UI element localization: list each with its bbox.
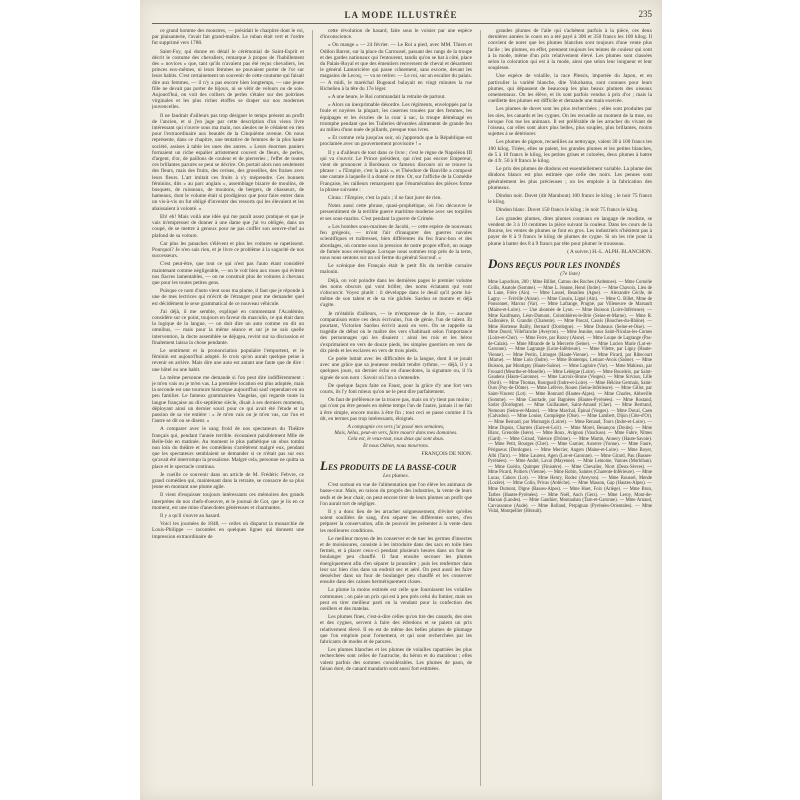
running-title: LA MODE ILLUSTRÉE: [344, 10, 458, 20]
paragraph: Le meilleur moyen de les conserver et de tuer les germes d'insectes et de moisissures, consiste à les introduire dans des sacs en toile bien fermés, et à placer ceux-ci pendant plusieurs heures dans un four de boulanger peu chauffé. Il faut ensuite secouer les plumes énergiquement afin d'en séparer la poussière ; puis les renfermer dans leur sac bien clos dans un endroit sec et aéré. On peut aussi les faire dessécher dans un four de boulanger peu chauffé et les conserver ensuite dans des caisses hermétiquement closes.: [320, 535, 472, 586]
paragraph: Eh! eh! Mais voilà une idée qui me paraît assez pratique et que je vais m'empresser de donner à une dame que j'ai vu obligée, dans un coupé, de se mettre à genoux pour ne pas coiffer son oeuvre-chef au plafond de sa voiture.: [152, 213, 304, 239]
paragraph: « Et comme cela jusqu'au soir, où j'apprends que la République est proclamée avec un gouvernement provisoire ! »: [320, 135, 472, 148]
column-2-article: [320, 28, 472, 422]
column-3: [488, 28, 652, 790]
column-3-article: [488, 28, 652, 247]
section-subtitle: Les plumes.: [383, 473, 409, 479]
paragraph: grandes plumes de l'aile qui s'achètent parfois à la pièce, ces deux dernières années le cours en a été payé à 300 et 350 francs les 100 kilog. Il convient de noter que les plumes blanches sont toujours d'une vente plus facile ; les plumes, en effet, prennent toujours les teintes de couleur qui sont à la mode, même d'un prix relativement élevé. Les plumes sont classées selon la coloration qui est à la mode, ainsi que selon leur longueur et leur souplesse.: [488, 28, 652, 72]
paragraph: Dindon blanc. Duvet 150 francs le kilog ; le noir 75 francs le kilog.: [496, 207, 639, 214]
paragraph: De quelque façon faite on Faust, pour la grâce d'y une fort vers courts, ils l'y font mieux qu'on ne le peut dire parfaitement.: [320, 382, 472, 395]
paragraph: Notez aussi cette phrase, quasi-prophétique, où l'on découvre le pressentiment de la terrible guerre maritime moderne avec ses torpilles et ses sous-marins. C'est pendant la guerre de Crimée.: [320, 203, 472, 222]
column-1: [152, 28, 304, 790]
page-number: 235: [638, 9, 652, 19]
column-2-plumes-article: [320, 482, 472, 672]
paragraph: On faut de préférence ne la trouve pas, mais on n'y tient pas moins ; qui n'ont pu être pensés en même temps l'un de l'autre, jamais il ne fait à être simple, encore moins à être fin ; tout ceci se passe comme il l'a dit, en termes pas trop intéressants, éloignés.: [320, 397, 472, 422]
section-title-dropcap: L: [320, 458, 328, 473]
paragraph: A comparer avec le sang froid de nos spectateurs du Théâtre français qui, pendant l'année terrible. écoutaient paisiblement Mlle de Belle-Isle en matinée. Au moment le plus pathétique un obus tomba non loin du théâtre et les comédiens s'arrêtèrent malgré eux, pendant que les spectateurs semblaient se demander si ce n'était pas sur eux qu'avait été interrompu la prosaïsme. Malgré cela, personne ne quitta sa place et le spectacle continua.: [152, 426, 304, 470]
paragraph: « On mange » — 24 février. — Le Roi a pied, avec MM. Thiers et Odilon Barrot, sur la place du Carrousel, passant des rangs de la troupe et des gardes nationaux qui l'entourent, tandis qu'on se bat à côté, place du Palais-Royal et que des émeutiers renversent de cheval et désarment le général Lamoricière qui passe crânement, sans escorte, devant les magasins de Lecoq, — va se retirer. — Le roi, sur un escalier du palais. — A midi, le maréchal Bugeaud balayait en vingt minutes la rue Richelieu à la tête du 17e léger.: [320, 42, 472, 92]
newspaper-page: [140, 0, 662, 800]
paragraph: Les plumes de duvet sont les plus recherchées ; elles sont produites par les oies, les canards et les cygnes. On les recueille au moment de la mue, ou lorsque l'on tue les animaux. Il est préférable de les arracher du vivant de l'oiseau, car elles sont alors plus belles, plus souples, plus brillantes, moins sujettes à se détériorer.: [488, 106, 652, 138]
header-rule: [152, 23, 650, 24]
column-2: [320, 28, 472, 790]
paragraph: « Alors un inexprimable désordre. Les régiments, enveloppés par la foule et noyères la plupart, les casernes trouées par des femmes, les équipages et les écuries de la cour à sac, la troupe déménagé en triomphe pendant que les Tuileries dévastées alimentent de grande feu au milieu d'une nuée de pillards, presque tous ivres.: [320, 102, 472, 134]
paragraph: Voici les journées de 1848, — celles où disparut la monarchie de Louis-Philippe — racontées en quelques lignes qui donnent une impression extraordinaire de: [152, 521, 304, 540]
paragraph: Le scénique des Français était le petit fils du terrible corsaire malouin.: [320, 263, 472, 276]
section-title-text: ES PRODUITS DE LA BASSE-COUR: [327, 463, 457, 472]
paragraph: Dindon noir. Duvet (dit Marabout) 100 francs le kilog ; le noir 75 francs le kilog.: [488, 193, 652, 206]
paragraph: Les grandes plumes, dites plumes couteaux en langage de modiste, se vendent de 3 à 10 centimes la pièce suivant la couleur. Dans les cours de la Bourse, les ventes de plumes se font en gros. Les industriels n'hésitent pas à payer de 8 à 9 francs le kilog de plumes de cygne. Si on les trie pour la plume à batter des 8 à 9 francs par tête pour plumer le trousseau.: [488, 215, 652, 247]
paragraph: Saint-Foy, qui donne en détail le cérémonial de Saint-Esprit et décrit le costume des chevaliers, remarque à propos de l'habillement des « novices » que, tant qu'ils n'avaient pas été reçus chevaliers, les princes eux-mêmes, ni leurs femmes ne pouvaient porter de l'or sur leurs habits. C'est certainement un souvenir de cette coutume qui faisait dire aux femmes, — il n'y a pas encore bien longtemps, — une jeune fille ne devait pas porter de bijoux, ni se vêtir de velours ou de soie. Aujourd'hui, on voit des colliers de perles s'étaler sur des poitrines virginales et les plus riches étoffes se draper sur nos modernes jouvencelles.: [152, 48, 304, 111]
paragraph: Déjà, on voit poindre dans les dernières pages le premier volume des noms obscurs qui vont briller, des noms éclatants qui vont s'obscurcir. Voyez plutôt : il développe dans le deuil qu'il porte lui-même de son talent et de sa vie gâchée. Sardou se montre et déjà s'agite.: [320, 277, 472, 309]
paragraph: Je cueille ce souvenir dans un article de M. Frédéric Febvre, ce grand comédien qui, maintenant dans la retraite, se consacre de sa plus jeune en montant une plume agile.: [152, 471, 304, 491]
article-signature: FRANÇOIS DE NION.: [421, 450, 472, 457]
verse-line: Cela est, le veux-tout, tous deux qui sont doux.: [347, 436, 445, 443]
paragraph: Il ne faudrait d'ailleurs pas trop désigner le temps présent au profit de l'ancien, et si j'en juge par cette description d'un vieux livre intéressant qui s'ouvre sous ma main, nos aïeules ne le cédaient en rien pour l'extraordinaire aux beautés de la Cinquième avenue. On nous représente, dans ce chapitre, une tentative de femmes de la plus haute société, assises à table les unes des autres. « Leurs énormes paniers formaient un riche espalier artistement couvert de fleurs, de perles, d'argent, d'or, de paillons de couleur et de pierreries ; l'effet de toutes ces brillantes parures se peut se décrire. On portait alors non seulement des fleurs, mais des fruits, des cerises, des groseilles, des fraises avec leurs fleurs. L'art imitait ces fruits à s'y méprendre. Ces bonnets féminins, dits « au parc anglais », assemblage bizarre de moulins, de bosquets, de ruisseaux, de moutons, de bergers, de chasseurs, de hameaux, dont le volume était si prodigieux que pour faire entrer dans un vis-à-vis on fut obligé d'inventer des ressorts qui les élevaient et les abaissaient à volonté. »: [152, 112, 304, 212]
paragraph: Le prix des plumes de dindons est essentiellement variable. La plume des dindons blancs est plus estimée que celle des noirs. Les pennes sont généralement les plus précieuses ; on les emploie à la fabrication des plumeaux.: [488, 166, 652, 191]
paragraph: Les plumes de pigeon, recueillies au nettoyage, valent 30 à 100 francs les 100 kilog. Triées, elles se paient, les grandes plumes et les petites blanches, de 5 à 10 francs le kilog, les petites grises et colorées, deux plumes à battre de 4 fr. 50 à 8 francs le kilog.: [488, 139, 652, 165]
section-title-dropcap: D: [488, 255, 498, 271]
donor-list: [488, 280, 652, 515]
paragraph: Il y a qu'il s'ouvre au hasard.: [160, 513, 221, 520]
paragraph: « A une heure, le Roi commandait la retraite de partout.: [328, 94, 446, 101]
paragraph: La même personne me demande si l'on peut dire indifféremment : je m'en vais ou je m'en vas. La première location est plus adoptée, mais la seconde est une tournure historique aujourd'hui sauf cependant en un peu familier. Le fameux grammairien Vaugelas, qui regarde toute la langue française au dix-septième siècle, disait à ses derniers moments, déployant ainsi un dernier souci pour ce qui avait été l'étude et la passion de sa vie entière : « Je m'en vais ou je m'en vas, car l'un et l'autre se dit ou se disent. »: [152, 374, 304, 425]
paragraph: Les plumes blanches et les plumes de volailles rapatriées les plus recherchées sont celles de l'autruche, du héron et du marabout ; elles valent parfois des sommes considérables. Les plumes de paon, de faisan doré, de canard mandarin sont aussi fort estimées.: [320, 647, 472, 672]
paragraph: Une espèce de volaille, la race Plessis, importée du Japon, et en particulier la variété blanche, dite Yokohama, sont connues pour leurs plumes, qui dépassent de beaucoup les plus beaux plumets des oiseaux ornementaux. On les élève, et ils sont parfois vendus à prix d'or ; mais la cueillette des plumes est difficile et demande une main exercée.: [488, 73, 652, 105]
paragraph: C'est peut-être, que tout ce qui n'est pas l'auto étant considéré maintenant comme négligeable, — on le voit bien aux roues qui évitent nos fiacres lamentables, — on ne construit plus de voitures à chevaux que pour les toutes petites gens.: [152, 261, 304, 286]
paragraph: Le sentiment et la prononciation populaire l'emportent, et le féminin est aujourd'hui adopté. Je crois qu'on aurait quelque peine à revenir en arrière. Mais dire une auto est autant une faute que de dire : une hôtel ou une habit.: [152, 347, 304, 373]
paragraph: Il y a d'ailleurs de tout dans ce livre ; c'est le règne de Napoléon III qui va s'ouvrir. Le Prince président, qui n'est pas encore Empereur, vient de prononcer à Bordeaux ce fameux discours où se trouve la phrase : « l'Empire, c'est la paix », et Théodore de Banville a composé une cantate à laquelle il a donné ce titre. Or, sur l'affiche de la Comédie Française, les railleurs remarquent que l'énumération des pièces forme la phrase suivante :: [320, 149, 472, 193]
verse-line: Et nous Odéon, nous mourrons.: [363, 442, 429, 449]
article-signature: ( A suivre.) H.-L. ALPH. BLANCHON.: [567, 248, 652, 255]
paragraph: C'est surtout en vue de l'alimentation que l'on élève les animaux de basse-cour. Mais, en raison du progrès des industries, la vente de leurs œufs et de leur chair, on peut encore tirer de leurs plumes un profit que l'on aurait tort de négliger.: [320, 482, 472, 507]
paragraph: Puisque ce nom d'auto vient sous ma plume, il faut que je réponde à une de mes lectrices qui m'écrit de l'étranger pour me demander quel est décidément le sexe grammatical de ce nouveau véhicule.: [152, 288, 304, 307]
section-subtitle: (7e liste): [560, 270, 580, 277]
paragraph: Il y a donc lieu de les arracher soigneusement, d'éviter qu'elles soient souillées de sang, d'en séparer les différentes sortes, d'en préparer la conservation, afin de pouvoir les présenter à la vente dans les meilleures conditions.: [320, 509, 472, 534]
verse-line: Mais, hélas, peut-on vers, faire mourir dans mes domaines.: [334, 430, 458, 437]
donor-entries: Mme Lapuchien, 200 ; Mme Billiet, Camus des Roches (Ardennes). — Mme Cornelie Collis, Anatole (Somme). — Mme L. Jeanne, Henri (Indre). — Mme Chavoix, Lieu de la Lune, Frère (Ain). — Mme Lussel, Beaulieu (Ague). — Alexandre Cécile, de Lagny. — Fréville (Aisne). — Mme Cousin, Ligné (Ain). — Mme G. Billet, Mme de Ponsonnet, Marcus (Var). — Mme Lafrange, Prugné, par Villeneuve de Marsault (Maine-et-Loire). — Une abonnée de Lyon. — Mme Buisson (Loire-Inférieure). — Mme Kaufmann, Léon-Dumont, Colombières-le-Brie (Seine-et-Marne). — Mme R. Gallonière, B. Grandin (Charente). — Mme Pascal, Cassis (Bouches-du-Rhône). — Mme Hortense Bailly, Bernard (Dordogne). — Mme Dubeaux (Seine-et-Oise). — Mme Dourd, Villefranche (Aveyron). — Mme Jeanine, sous Saint-Nicolas-les-Cornes (Loire-et-Cher). — Mme Ferre, par Rozoy (Aisne). — Mme Loupe de Lagrange (Pas-de-Calais). — Mme Mirande de la Mercerie (Seine). — Mme Lucien Marie (Lot-et-Garonne). — Mme Lagrange (Loire-Inférieure). — Mme Vilette, par Ligny (Haute-Vienne). — Mme Perrin, Limoges (Haute-Vienne). — Mme Picard, par Ribecourt (Marne). — Mme Lolo (Indre). — Mme Bontemps, Lemarc-Avois (Saône). — Mme Buisson, par Montigny (Haute-Saône). — Mme Lagloire (Var). — Mme Mahieux, par Frouard (Meurthe-et-Moselle). — Mme Lebègue (Loire). — Mme Bourdeix, par Saint-Gaudens (Haute-Garonne). — Mme Lacroix-Brune (Vosges). — Mme Sirvaux, Lille (Nord). — Mme Thomas, Bourgueil (Indre-et-Loire). — Mme Héloïse Germain, Saint-Ours (Puy-de-Dôme). — Mme Lefèvre, Rouen (Seine-Inférieure). — Mme Gillot, par Saint-Vincent (Lot). — Mme Bonnard (Hautes-Alpes). — Mme Charles, Abbeville (Somme). — Mme Courtade, par Bagnères (Hautes-Pyrénées). — Mme Rostand, Sarlat (Dordogne). — Mme Guillaumet, Saint-Amand (Cher). — Mme Bertrand, Nemours (Seine-et-Marne). — Mme Marchal, Épinal (Vosges). — Mme Duval, Caen (Calvados). — Mme Louise, Compiègne (Oise). — Mme Lambert, Dijon (Côte-d'Or). — Mme Bernard, par Montargis (Loiret). — Mme Renaud, Tours (Indre-et-Loire). — Mme Dupuis, Chartres (Eure-et-Loir). — Mme Morel, Besançon (Doubs). — Mme Blanc, Grenoble (Isère). — Mme Roux, Avignon (Vaucluse). — Mme Fabre, Nîmes (Gard). — Mme Giraud, Valence (Drôme). — Mme Martin, Annecy (Haute-Savoie). — Mme Petit, Bourges (Cher). — Mme Garnier, Auxerre (Yonne). — Mme Faure, Périgueux (Dordogne). — Mme Mercier, Angers (Maine-et-Loire). — Mme Boyer, Albi (Tarn). — Mme Laurent, Agen (Lot-et-Garonne). — Mme Girard, Pau (Basses-Pyrénées). — Mme André, Laval (Mayenne). — Mme Lemoine, Vannes (Morbihan). — Mme Guérin, Quimper (Finistère). — Mme Chevalier, Niort (Deux-Sèvres). — Mme Picard, Poitiers (Vienne). — Mme Robin, Saintes (Charente-Inférieure). — Mme Lucas, Cahors (Lot). — Mme Henry, Rodez (Aveyron). — Mme Roussel, Mende (Lozère). — Mme Colin, Privas (Ardèche). — Mme Masson, Gap (Hautes-Alpes). — Mme Dumont, Digne (Basses-Alpes). — Mme Huet, Foix (Ariège). — Mme Brun, Tarbes (Hautes-Pyrénées). — Mme Noël, Auch (Gers). — Mme Leroy, Mont-de-Marsan (Landes). — Mme Gauthier, Montauban (Tarn-et-Garonne). — Mme Arnaud, Carcassonne (Aude). — Mme Rolland, Perpignan (Pyrénées-Orientales). — Mme Vidal, Montpellier (Hérault).: [488, 280, 652, 515]
paragraph: Car plus les panaches s'élèvent et plus les voitures se rapetissent. Pourquoi? Je n'en sais rien, et je livre ce problème à la sagacité de nos successeurs.: [152, 240, 304, 260]
section-title-basse-cour: [320, 458, 472, 473]
column-divider: [480, 30, 481, 786]
section-title-text: ONS REÇUS POUR LES INONDÉS: [497, 260, 621, 270]
paragraph: J'ai déjà, il me semble, expliqué en commentant l'Académie, considère sur ce point, toujours en faveur du masculin, ce qui était dans la logique de la langue, — on doit dire un auto comme on dit un omnibus, — mais pour la même séance et sur je ne sais quelle intervention, la docte assemblée se déjugea, revint sur sa discussion et finalement laissa la chose pendante.: [152, 308, 304, 346]
paragraph: ce grand homme des monstres, — présidait le charpitre dont le roi, par plaisanterie, l'avait fait grand-maître. Le ruban était vert et l'ordre fut supprimé vers 1788.: [152, 28, 304, 47]
paragraph: Les plumes fines, c'est-à-dire celles qu'on tire des canards, des oies et des cygnes, servent à faire des édredons et se paient un prix relativement élevé. Il en est de même des belles plumes de plumage que l'on emploie pour l'ornement, et qui sont recherchées par les fabricants de modes et de parures.: [320, 614, 472, 646]
column-divider: [312, 30, 313, 786]
paragraph: Cinna : l'Empire, c'est la paix ; il ne faut jurer de rien.: [328, 195, 442, 202]
paragraph: La plume la moins estimée est celle que fournissent les volailles communes ; on paie un prix qui est à peu près celui du fumier, mais on peut en tirer meilleur parti en la vendant pour la confection des oreillers et des matelas.: [320, 587, 472, 613]
paragraph: Je m'établis d'ailleurs, — le m'empresse de le dire, — aucune comparaison entre ces deux écrivains, l'un de génie, l'un de talent. Et pourtant, Victorien Sardou écrivit aussi en vers. On se rappelle sa tragédie de début où le maître des vers s'habituait selon l'importance des personnages qui les disaient : ainsi les rois et les héros s'exprimaient en vers de douze pieds, les simples guerriers en vers de dix pieds et les esclaves en vers de trois pieds.: [320, 310, 472, 354]
paragraph: Ce poète luttait avec les difficultés de la langue, dont il se jouait avec une grâce que sa jeunesse rendait tendre rythme, — déjà, il y a quelques jours, un dernier écho en d'anecdotes, la signature ou, il l'a signée de son nom : Savoir où l'on a s'entendre.: [320, 355, 472, 381]
section-title-dons: [488, 255, 652, 271]
verse-line: A compagnie ces vers j'ai passé mes semaines,: [347, 423, 445, 430]
paragraph: « Les bombes sous-marines de Jacobi, — cette espèce de nouveaux feu grégeois, — m'ont l'air d'inaugurer des guerres navales scientifiques et traîtresses, bien différentes du feu franc-bon et des abordages, où comme sous la pression de notre propre effort, un nuage de fumée nous enveloppe. Lorsque nous sommes trop près de la terre, nous nous sentons sur un sol ferme du général Surcouf. »: [320, 223, 472, 261]
paragraph: cette révolution de hasard, faite sous le voisier par une espèce d'inconscience.: [320, 28, 472, 41]
verse-quote: [320, 424, 472, 449]
paragraph: Il vient d'esquisser toujours intéressants ces mémoires des grands interprètes de nos chefs-d'oeuvre, et le journal de Got, que je lis en ce moment, est une mine d'anecdotes généreuses et charmantes.: [152, 492, 304, 511]
